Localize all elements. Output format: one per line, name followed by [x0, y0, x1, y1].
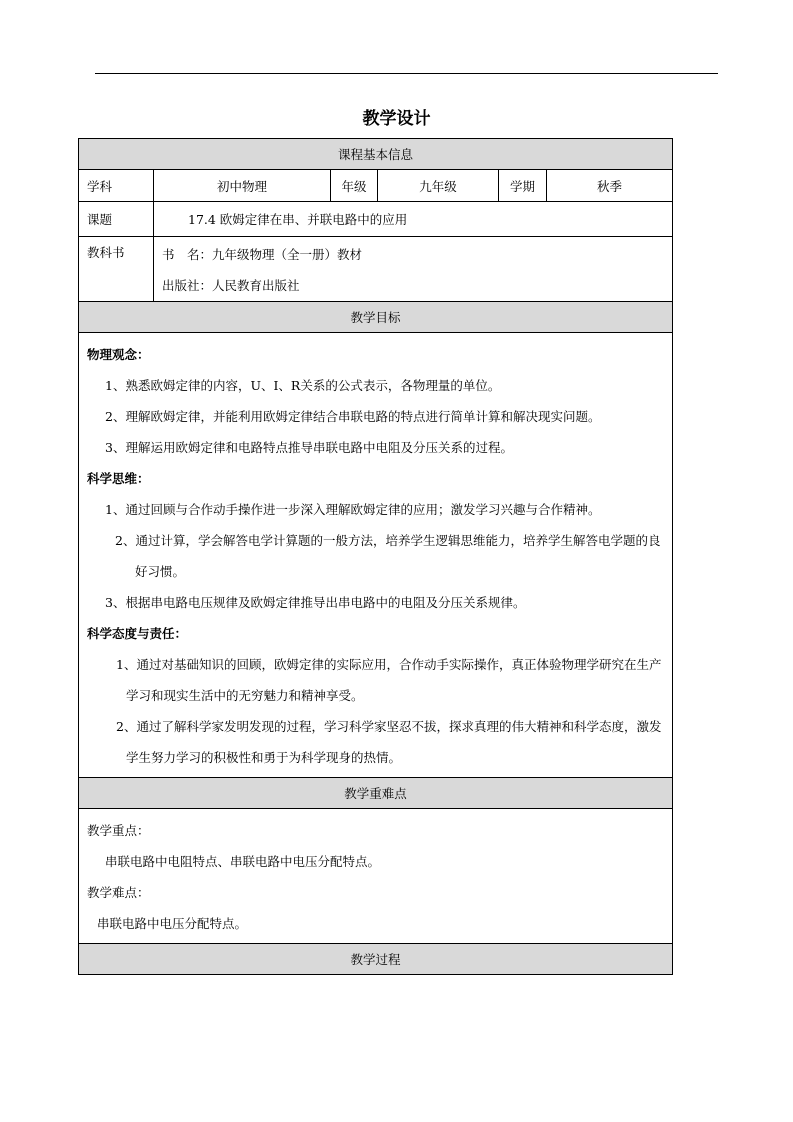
section-process [79, 944, 673, 975]
physics-concept-item: 1、熟悉欧姆定律的内容，U、I、R关系的公式表示，各物理量的单位。 [105, 378, 501, 393]
section-key-points [79, 778, 673, 809]
topic-value: 17.4 欧姆定律在串、并联电路中的应用 [154, 202, 673, 237]
document-title: 教学设计 [362, 109, 431, 129]
section-title-process: 教学过程 [79, 944, 673, 975]
physics-concept-item: 3、理解运用欧姆定律和电路特点推导串联电路中电阻及分压关系的过程。 [105, 440, 513, 455]
goals-row [79, 333, 673, 778]
attitude-item: 2、通过了解科学家发明发现的过程，学习科学家坚忍不拔，探求真理的伟大精神和科学态度，激发学生努力学习的积极性和勇于为科学现身的热情。 [116, 719, 662, 765]
textbook-label: 教科书 [79, 237, 154, 302]
topic-row [79, 202, 673, 237]
textbook-publisher: 出版社：人民教育出版社 [162, 278, 300, 293]
textbook-name: 书 名：九年级物理（全一册）教材 [162, 247, 363, 262]
info-row [79, 170, 673, 202]
section-title-key-points: 教学重难点 [79, 778, 673, 809]
grade-label: 年级 [331, 170, 378, 202]
subject-value: 初中物理 [154, 170, 331, 202]
scientific-thinking-item: 2、通过计算，学会解答电学计算题的一般方法，培养学生逻辑思维能力，培养学生解答电学题的良好习惯。 [115, 533, 661, 579]
scientific-thinking-heading: 科学思维： [87, 471, 150, 486]
physics-concept-item: 2、理解欧姆定律，并能利用欧姆定律结合串联电路的特点进行简单计算和解决现实问题。 [105, 409, 601, 424]
textbook-row [79, 237, 673, 302]
subject-label: 学科 [79, 170, 154, 202]
focus-text: 串联电路中电阻特点、串联电路中电压分配特点。 [105, 854, 381, 869]
section-goals [79, 302, 673, 333]
scientific-thinking-item: 1、通过回顾与合作动手操作进一步深入理解欧姆定律的应用；激发学习兴趣与合作精神。 [105, 502, 601, 517]
term-value: 秋季 [547, 170, 673, 202]
physics-concepts-heading: 物理观念： [87, 347, 150, 362]
difficulty-label: 教学难点： [87, 885, 150, 900]
key-points-row [79, 809, 673, 944]
section-basic-info [79, 139, 673, 170]
difficulty-text: 串联电路中电压分配特点。 [97, 916, 248, 931]
term-label: 学期 [499, 170, 547, 202]
topic-label: 课题 [79, 202, 154, 237]
section-title-basic-info: 课程基本信息 [79, 139, 673, 170]
attitude-item: 1、通过对基础知识的回顾，欧姆定律的实际应用，合作动手实际操作，真正体验物理学研究在生产学习和现实生活中的无穷魅力和精神享受。 [116, 657, 662, 703]
attitude-heading: 科学态度与责任： [87, 626, 188, 641]
focus-label: 教学重点： [87, 823, 150, 838]
scientific-thinking-item: 3、根据串电路电压规律及欧姆定律推导出串电路中的电阻及分压关系规律。 [105, 595, 526, 610]
header-rule [95, 73, 718, 74]
section-title-goals: 教学目标 [79, 302, 673, 333]
lesson-plan-table [78, 138, 673, 975]
grade-value: 九年级 [378, 170, 499, 202]
